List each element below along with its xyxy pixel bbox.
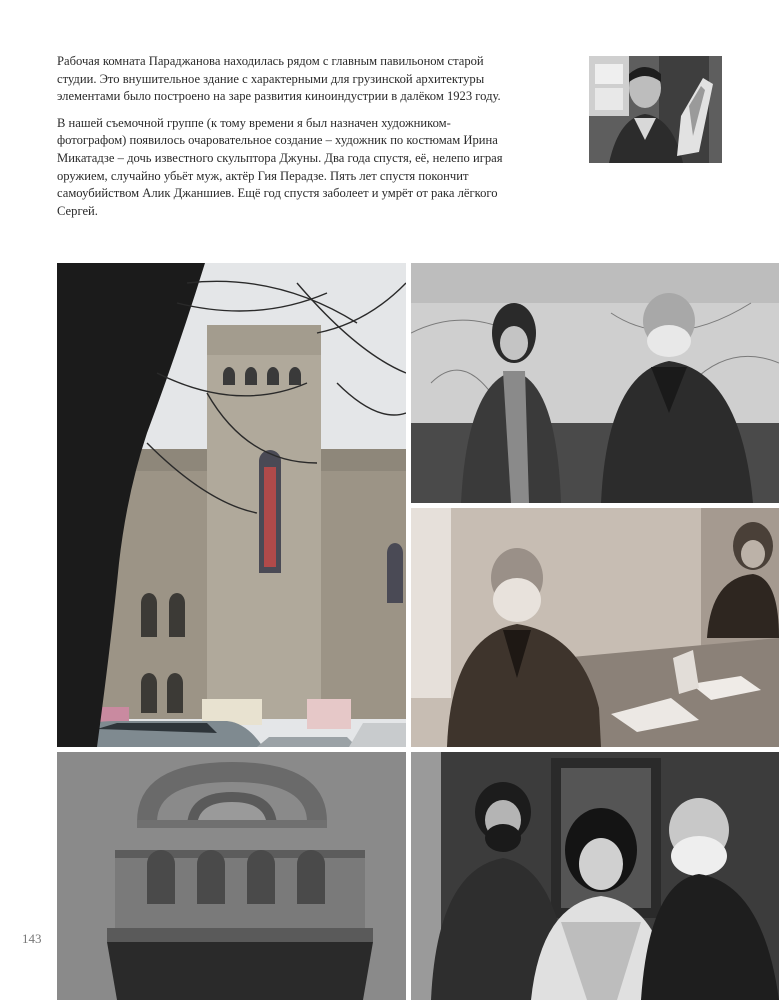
portrait-photo — [589, 56, 722, 163]
page-number: 143 — [22, 931, 42, 946]
paragraph-2: В нашей съемочной группе (к тому времени я был назначен художником-фотографом) появилось очаровательное создание – художник по костюмам Ирина Микатадзе – дочь известного скульптора Джуны. Два года спустя, её, нелепо играя оружием, случайно убьёт муж, актёр Гия Перадзе. Пять лет спустя покончит самоубийством Алик Джаншиев. Ещё год спустя заболеет и умрёт от рака лёгкого Сергей. — [57, 115, 503, 218]
couple-outdoors-photo — [411, 263, 779, 503]
article-text — [57, 53, 512, 229]
desk-scene-photo — [411, 508, 779, 747]
studio-building-photo — [57, 263, 406, 747]
paragraph-1: Рабочая комната Параджанова находилась рядом с главным павильоном старой студии. Это внушительное здание с характерными для грузинской архитектуры элементами было построено на заре развития киноиндустрии в далёком 1923 году. — [57, 54, 501, 104]
balcony-photo — [57, 752, 406, 1000]
group-portrait-photo — [411, 752, 779, 1000]
